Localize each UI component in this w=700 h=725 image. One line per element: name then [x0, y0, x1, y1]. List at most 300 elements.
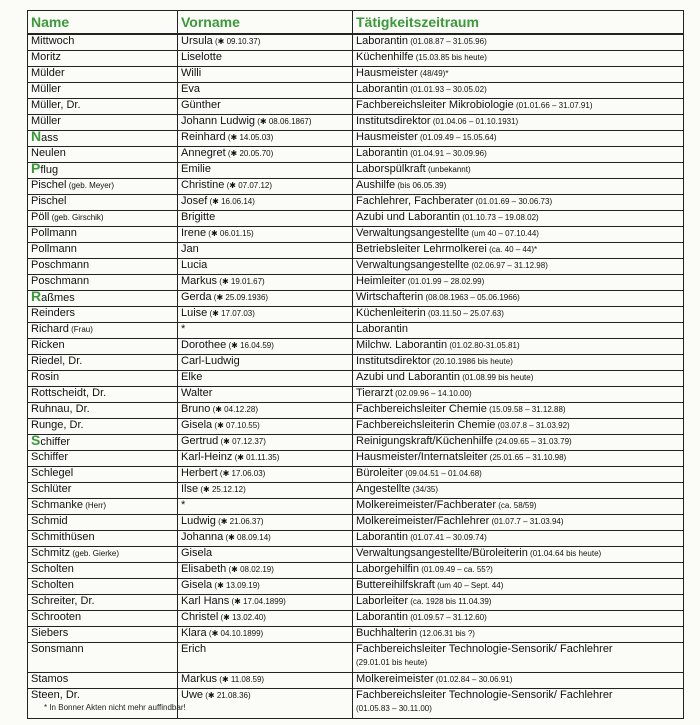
taetigkeit-text: Fachlehrer, Fachberater: [356, 195, 474, 207]
taetigkeit-text: Hausmeister: [356, 67, 418, 79]
taetigkeit-cell: [353, 627, 684, 643]
taetigkeit-cell: [353, 291, 684, 307]
header-name: Name: [28, 11, 178, 35]
vorname-text: Uwe: [181, 689, 204, 701]
taetigkeit-text: Angestellte: [356, 483, 411, 495]
staff-table-container: [27, 10, 683, 719]
taetigkeit-cell: [353, 451, 684, 467]
header-row: [28, 11, 684, 35]
vorname-cell: [178, 99, 353, 115]
birth-date: (✱ 25.09.1936): [211, 293, 269, 302]
table-row: [28, 673, 684, 689]
taetigkeit-cell: [353, 515, 684, 531]
vorname-cell: [178, 211, 353, 227]
taetigkeit-text: Büroleiter: [356, 467, 404, 479]
period: (01.07.7 – 31.03.94): [489, 517, 564, 526]
name-text: Pischel: [31, 195, 67, 207]
period: (01.04.06 – 01.10.1931): [430, 117, 519, 126]
name-text: Pöll: [31, 211, 50, 223]
period: (01.09.57 – 31.12.60): [408, 613, 487, 622]
name-cell: [28, 259, 178, 275]
name-text: Poschmann: [31, 275, 90, 287]
name-text: Pischel: [31, 179, 67, 191]
name-text: Ricken: [31, 339, 65, 351]
birth-date: (✱ 04.12.28): [210, 405, 258, 414]
name-detail: (geb. Girschik): [49, 213, 104, 222]
taetigkeit-cell: [353, 435, 684, 451]
period: (15.09.58 – 31.12.88): [486, 405, 566, 414]
birth-date: (✱ 09.10.37): [212, 37, 261, 46]
table-row: [28, 259, 684, 275]
taetigkeit-text: Tierarzt: [356, 387, 393, 399]
taetigkeit-text: Reinigungskraft/Küchenhilfe: [356, 435, 493, 447]
period: (15.03.85 bis heute): [413, 53, 487, 62]
taetigkeit-cell: [353, 673, 684, 689]
vorname-cell: [178, 291, 353, 307]
name-cell: [28, 211, 178, 227]
name-initial: S: [31, 434, 41, 448]
birth-date: (✱ 08.02.19): [226, 565, 274, 574]
name-cell: [28, 403, 178, 419]
birth-date: (✱ 07.07.12): [224, 181, 273, 190]
table-body: [28, 34, 684, 719]
name-text: Scholten: [31, 563, 74, 575]
vorname-cell: [178, 227, 353, 243]
name-text: Steen, Dr.: [31, 689, 80, 701]
taetigkeit-text: Betriebsleiter Lehrmolkerei: [356, 243, 487, 255]
name-cell: [28, 579, 178, 595]
vorname-cell: [178, 673, 353, 689]
vorname-text: Luise: [181, 307, 208, 319]
name-cell: [28, 387, 178, 403]
taetigkeit-cell: [353, 179, 684, 195]
birth-date: (✱ 19.01.67): [217, 277, 265, 286]
name-cell: [28, 67, 178, 83]
name-cell: [28, 483, 178, 499]
name-text: Schmitz: [31, 547, 71, 559]
period: (34/35): [410, 485, 439, 494]
table-row: [28, 531, 684, 547]
vorname-cell: [178, 563, 353, 579]
taetigkeit-cell: [353, 563, 684, 579]
taetigkeit-cell: [353, 499, 684, 515]
name-text: Scholten: [31, 579, 74, 591]
birth-date: (✱ 25.12.12): [198, 485, 246, 494]
vorname-cell: [178, 643, 353, 673]
vorname-cell: [178, 515, 353, 531]
vorname-cell: [178, 179, 353, 195]
vorname-text: Johann Ludwig: [181, 115, 256, 127]
header-taetigkeit: Tätigkeitszeitraum: [353, 11, 684, 35]
period: (01.04.91 – 30.09.96): [408, 149, 487, 158]
taetigkeit-text: Institutsdirektor: [356, 115, 431, 127]
name-initial: N: [31, 130, 42, 144]
table-row: [28, 451, 684, 467]
name-text: Reinders: [31, 307, 76, 319]
name-text: Schiffer: [31, 451, 69, 463]
taetigkeit-text: Heimleiter: [356, 275, 406, 287]
vorname-cell: [178, 131, 353, 147]
birth-date: (✱ 08.06.1867): [255, 117, 312, 126]
name-text: Moritz: [31, 51, 61, 63]
period: (01.01.99 – 28.02.99): [405, 277, 485, 286]
table-row: [28, 643, 684, 673]
taetigkeit-cell: [353, 211, 684, 227]
taetigkeit-text: Laborantin: [356, 35, 408, 47]
period: (01.01.93 – 30.05.02): [408, 85, 487, 94]
taetigkeit-cell: [353, 595, 684, 611]
table-row: [28, 403, 684, 419]
taetigkeit-text: Laborspülkraft: [356, 163, 426, 175]
name-cell: [28, 515, 178, 531]
taetigkeit-cell: [353, 579, 684, 595]
table-row: [28, 435, 684, 451]
taetigkeit-text: Azubi und Laborantin: [356, 211, 460, 223]
vorname-text: Karl Hans: [181, 595, 230, 607]
taetigkeit-text: Laborantin: [356, 611, 408, 623]
table-row: [28, 547, 684, 563]
table-row: [28, 211, 684, 227]
name-text: Rottscheidt, Dr.: [31, 387, 107, 399]
period: (24.09.65 – 31.03.79): [492, 437, 572, 446]
vorname-text: Herbert: [181, 467, 218, 479]
name-text: Runge, Dr.: [31, 419, 84, 431]
taetigkeit-cell: [353, 259, 684, 275]
name-cell: [28, 643, 178, 673]
period: (01.08.87 – 31.05.96): [408, 37, 487, 46]
period: (25.01.65 – 31.10.98): [487, 453, 567, 462]
table-row: [28, 387, 684, 403]
taetigkeit-cell: [353, 34, 684, 51]
vorname-cell: [178, 387, 353, 403]
name-cell: [28, 227, 178, 243]
table-row: [28, 467, 684, 483]
vorname-cell: [178, 531, 353, 547]
vorname-text: Bruno: [181, 403, 211, 415]
name-cell: [28, 547, 178, 563]
vorname-text: Jan: [181, 243, 199, 255]
name-text: Riedel, Dr.: [31, 355, 83, 367]
name-text: flug: [40, 164, 59, 176]
birth-date: (✱ 07.10.55): [212, 421, 260, 430]
name-cell: [28, 419, 178, 435]
taetigkeit-cell: [353, 387, 684, 403]
taetigkeit-text: Küchenhilfe: [356, 51, 414, 63]
name-cell: [28, 355, 178, 371]
taetigkeit-text: Fachbereichsleiter Technologie-Sensorik/ Fachlehrer: [356, 689, 613, 701]
vorname-cell: [178, 499, 353, 515]
vorname-cell: [178, 371, 353, 387]
vorname-text: Markus: [181, 275, 218, 287]
taetigkeit-text: Buttereihilfskraft: [356, 579, 435, 591]
table-row: [28, 34, 684, 51]
name-cell: [28, 243, 178, 259]
vorname-text: Emilie: [181, 163, 211, 175]
taetigkeit-text: Molkereimeister: [356, 673, 434, 685]
birth-date: (✱ 21.06.37): [215, 517, 264, 526]
vorname-cell: [178, 579, 353, 595]
name-cell: [28, 371, 178, 387]
vorname-cell: [178, 547, 353, 563]
taetigkeit-text: Fachbereichsleiterin Chemie: [356, 419, 496, 431]
table-row: [28, 627, 684, 643]
name-text: Mülder: [31, 67, 65, 79]
vorname-text: Gisela: [181, 547, 213, 559]
vorname-text: Gertrud: [181, 435, 219, 447]
birth-date: (✱ 06.01.15): [206, 229, 254, 238]
period: (bis 06.05.39): [395, 181, 447, 190]
name-cell: [28, 51, 178, 67]
taetigkeit-text: Buchhalterin: [356, 627, 418, 639]
name-cell: [28, 99, 178, 115]
taetigkeit-text: Laborleiter: [356, 595, 408, 607]
name-detail: (Frau): [68, 325, 93, 334]
period: (20.10.1986 bis heute): [430, 357, 513, 366]
table-row: [28, 483, 684, 499]
taetigkeit-cell: [353, 115, 684, 131]
table-row: [28, 291, 684, 307]
vorname-text: Günther: [181, 99, 221, 111]
taetigkeit-text: Hausmeister: [356, 131, 418, 143]
period: (unbekannt): [425, 165, 471, 174]
taetigkeit-text: Laborgehilfin: [356, 563, 419, 575]
table-row: [28, 611, 684, 627]
vorname-text: Markus: [181, 673, 218, 685]
taetigkeit-cell: [353, 339, 684, 355]
taetigkeit-cell: [353, 547, 684, 563]
vorname-cell: [178, 483, 353, 499]
vorname-text: Lucia: [181, 259, 208, 271]
birth-date: (✱ 21.08.36): [203, 691, 251, 700]
taetigkeit-cell: [353, 131, 684, 147]
vorname-text: *: [181, 499, 186, 511]
birth-date: (✱ 14.05.03): [225, 133, 274, 142]
table-row: [28, 563, 684, 579]
table-row: [28, 131, 684, 147]
name-text: Poschmann: [31, 259, 90, 271]
vorname-cell: [178, 689, 353, 719]
vorname-text: Ursula: [181, 35, 213, 47]
table-row: [28, 163, 684, 179]
name-cell: [28, 131, 178, 147]
period: (01.09.49 – 15.05.64): [417, 133, 497, 142]
taetigkeit-cell: [353, 323, 684, 339]
name-text: ass: [41, 132, 59, 144]
taetigkeit-text: Fachbereichsleiter Mikrobiologie: [356, 99, 514, 111]
name-text: Schlegel: [31, 467, 74, 479]
taetigkeit-text: Institutsdirektor: [356, 355, 431, 367]
table-row: [28, 419, 684, 435]
vorname-text: Liselotte: [181, 51, 222, 63]
name-cell: [28, 195, 178, 211]
taetigkeit-text: Wirtschafterin: [356, 291, 424, 303]
name-text: Schlüter: [31, 483, 72, 495]
vorname-text: Dorothee: [181, 339, 227, 351]
birth-date: (✱ 07.12.37): [218, 437, 266, 446]
name-initial: R: [31, 290, 42, 304]
vorname-cell: [178, 355, 353, 371]
vorname-cell: [178, 275, 353, 291]
period: (ca. 58/59): [496, 501, 537, 510]
taetigkeit-cell: [353, 467, 684, 483]
birth-date: (✱ 17.06.03): [217, 469, 266, 478]
period: (03.07.8 – 31.03.92): [495, 421, 570, 430]
vorname-text: Ludwig: [181, 515, 216, 527]
taetigkeit-text: Fachbereichsleiter Chemie: [356, 403, 487, 415]
name-cell: [28, 34, 178, 51]
name-detail: (geb. Meyer): [66, 181, 115, 190]
name-cell: [28, 147, 178, 163]
birth-date: (✱ 16.06.14): [207, 197, 255, 206]
taetigkeit-cell: [353, 147, 684, 163]
name-cell: [28, 323, 178, 339]
table-row: [28, 579, 684, 595]
table-row: [28, 147, 684, 163]
period: (01.10.73 – 19.08.02): [459, 213, 539, 222]
vorname-text: Johanna: [181, 531, 224, 543]
name-cell: [28, 435, 178, 451]
taetigkeit-text: Küchenleiterin: [356, 307, 426, 319]
table-row: [28, 243, 684, 259]
vorname-text: Gerda: [181, 291, 212, 303]
vorname-cell: [178, 467, 353, 483]
table-row: [28, 515, 684, 531]
period: (ca. 40 – 44)*: [486, 245, 538, 254]
vorname-text: Walter: [181, 387, 213, 399]
vorname-text: Eva: [181, 83, 200, 95]
table-row: [28, 275, 684, 291]
vorname-cell: [178, 595, 353, 611]
vorname-cell: [178, 243, 353, 259]
period: (12.06.31 bis ?): [417, 629, 475, 638]
name-text: Schrooten: [31, 611, 82, 623]
name-cell: [28, 611, 178, 627]
name-text: aßmes: [41, 292, 75, 304]
name-cell: [28, 499, 178, 515]
table-row: [28, 595, 684, 611]
vorname-text: Carl-Ludwig: [181, 355, 240, 367]
birth-date: (✱ 17.04.1899): [229, 597, 286, 606]
table-row: [28, 115, 684, 131]
table-row: [28, 179, 684, 195]
vorname-text: Brigitte: [181, 211, 216, 223]
table-row: [28, 99, 684, 115]
taetigkeit-cell: [353, 611, 684, 627]
period: (um 40 – Sept. 44): [434, 581, 504, 590]
taetigkeit-text: Azubi und Laborantin: [356, 371, 460, 383]
taetigkeit-cell: [353, 531, 684, 547]
birth-date: (✱ 08.09.14): [223, 533, 271, 542]
staff-table: [27, 10, 684, 719]
vorname-text: Irene: [181, 227, 207, 239]
vorname-text: Josef: [181, 195, 208, 207]
birth-date: (✱ 13.09.19): [212, 581, 260, 590]
taetigkeit-cell: [353, 275, 684, 291]
period: (03.11.50 – 25.07.63): [425, 309, 504, 318]
vorname-text: Elisabeth: [181, 563, 227, 575]
vorname-cell: [178, 451, 353, 467]
table-row: [28, 307, 684, 323]
vorname-text: Gisela: [181, 419, 213, 431]
table-row: [28, 51, 684, 67]
period: (01.01.66 – 31.07.91): [513, 101, 593, 110]
name-text: Schreiter, Dr.: [31, 595, 95, 607]
taetigkeit-cell: [353, 355, 684, 371]
vorname-text: Annegret: [181, 147, 226, 159]
table-row: [28, 323, 684, 339]
name-initial: P: [31, 162, 41, 176]
table-row: [28, 371, 684, 387]
name-text: Pollmann: [31, 243, 77, 255]
vorname-cell: [178, 34, 353, 51]
name-cell: [28, 339, 178, 355]
table-row: [28, 227, 684, 243]
taetigkeit-text: Verwaltungsangestellte: [356, 259, 470, 271]
name-text: Richard: [31, 323, 69, 335]
taetigkeit-text: Fachbereichsleiter Technologie-Sensorik/ Fachlehrer: [356, 643, 613, 655]
birth-date: (✱ 13.02.40): [218, 613, 266, 622]
vorname-cell: [178, 611, 353, 627]
taetigkeit-cell: [353, 51, 684, 67]
vorname-cell: [178, 195, 353, 211]
table-row: [28, 355, 684, 371]
name-text: Schmid: [31, 515, 68, 527]
vorname-cell: [178, 115, 353, 131]
taetigkeit-text: Verwaltungsangestellte/Büroleiterin: [356, 547, 528, 559]
vorname-cell: [178, 307, 353, 323]
birth-date: (✱ 16.04.59): [226, 341, 274, 350]
taetigkeit-text: Molkereimeister/Fachberater: [356, 499, 496, 511]
period: (01.09.49 – ca. 55?): [419, 565, 493, 574]
taetigkeit-cell: [353, 67, 684, 83]
birth-date: (✱ 11.08.59): [217, 675, 265, 684]
name-cell: [28, 115, 178, 131]
name-text: Müller: [31, 115, 61, 127]
name-cell: [28, 307, 178, 323]
taetigkeit-cell: [353, 689, 684, 719]
vorname-cell: [178, 147, 353, 163]
taetigkeit-cell: [353, 163, 684, 179]
vorname-cell: [178, 627, 353, 643]
name-text: Rosin: [31, 371, 60, 383]
taetigkeit-text: Aushilfe: [356, 179, 396, 191]
name-cell: [28, 451, 178, 467]
vorname-text: Reinhard: [181, 131, 226, 143]
taetigkeit-text: Laborantin: [356, 147, 408, 159]
period: (08.08.1963 – 05.06.1966): [423, 293, 520, 302]
vorname-text: Christine: [181, 179, 225, 191]
name-detail: (geb. Gierke): [70, 549, 120, 558]
taetigkeit-text: Verwaltungsangestellte: [356, 227, 470, 239]
name-cell: [28, 275, 178, 291]
name-cell: [28, 179, 178, 195]
vorname-text: Willi: [181, 67, 202, 79]
table-row: [28, 195, 684, 211]
vorname-text: Erich: [181, 643, 207, 655]
taetigkeit-cell: [353, 195, 684, 211]
period: (01.02.84 – 30.06.91): [433, 675, 513, 684]
birth-date: (✱ 20.05.70): [225, 149, 274, 158]
name-text: Sonsmann: [31, 643, 84, 655]
taetigkeit-text: Hausmeister/Internatsleiter: [356, 451, 488, 463]
birth-date: (✱ 17.07.03): [207, 309, 255, 318]
period: (01.02.80-31.05.81): [447, 341, 520, 350]
period: (01.08.99 bis heute): [459, 373, 534, 382]
table-row: [28, 83, 684, 99]
name-cell: [28, 531, 178, 547]
footnote: * In Bonner Akten nicht mehr auffindbar!: [44, 703, 186, 712]
name-text: Stamos: [31, 673, 69, 685]
